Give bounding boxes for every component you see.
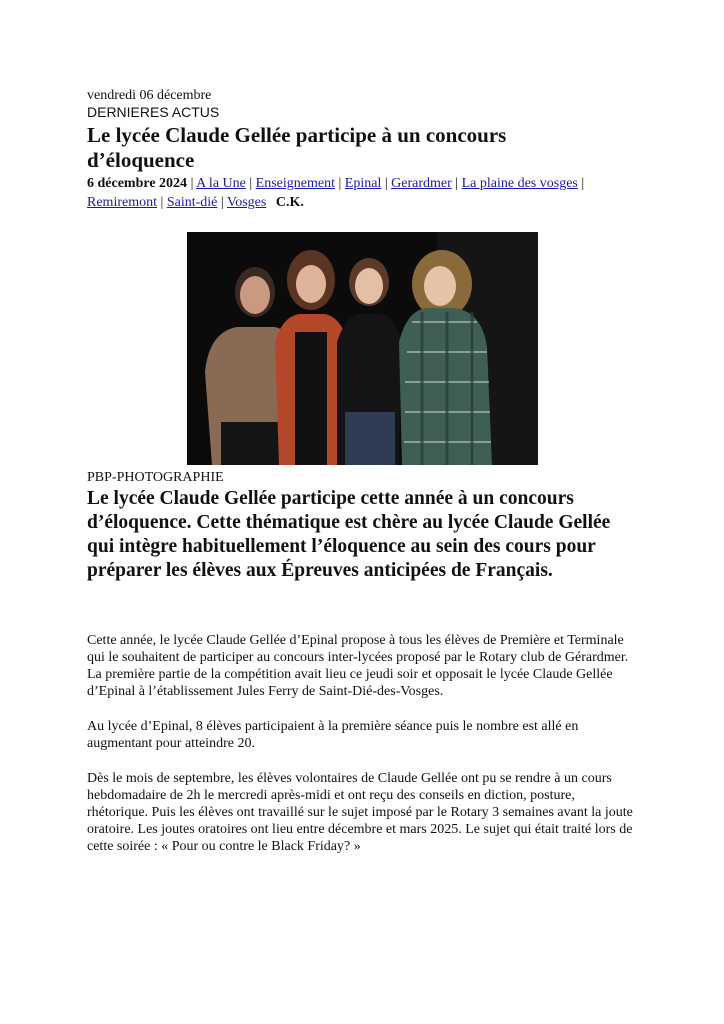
article-photo: [187, 232, 538, 465]
category-link-gerardmer[interactable]: Gerardmer: [391, 176, 452, 191]
publish-date: 6 décembre 2024: [87, 176, 188, 191]
body-paragraph: Cette année, le lycée Claude Gellée d’Epinal propose à tous les élèves de Première et Terminale qui le souhaitent de participer au concours inter-lycées proposé par le Rotary club de Gérardmer. La première partie de la compétition avait lieu ce jeudi soir et opposait le lycée Claude Gellée d’Epinal à l’établissement Jules Ferry de Saint-Dié-des-Vosges.: [87, 633, 629, 699]
article-body: [87, 632, 635, 873]
category-link-epinal[interactable]: Epinal: [344, 176, 382, 191]
body-paragraph: Au lycée d’Epinal, 8 élèves participaient à la première séance puis le nombre est allé en augmentant pour atteindre 20.: [87, 719, 579, 751]
author: C.K.: [275, 195, 304, 210]
group-photo-image: [187, 232, 538, 465]
article: [87, 87, 637, 854]
article-meta: 6 décembre 2024 | A la Une | Enseignement | Epinal | Gerardmer | La plaine des vosges | Remiremont | Saint-dié | Vosges C.K.: [87, 176, 585, 210]
category-link-remiremont[interactable]: Remiremont: [87, 195, 157, 210]
section-label: DERNIERES ACTUS: [87, 104, 220, 120]
category-link-a-la-une[interactable]: A la Une: [196, 176, 246, 191]
article-title: Le lycée Claude Gellée participe à un concours d’éloquence: [87, 123, 507, 172]
category-link-saint-die[interactable]: Saint-dié: [166, 195, 218, 210]
dateline: vendredi 06 décembre: [87, 88, 212, 103]
category-link-la-plaine-des-vosges[interactable]: La plaine des vosges: [461, 176, 578, 191]
article-lede: Le lycée Claude Gellée participe cette année à un concours d’éloquence. Cette thématique est chère au lycée Claude Gellée qui intègre habituellement l’éloquence au sein des cours pour préparer les élèves aux Épreuves anticipées de Français.: [87, 488, 611, 581]
category-link-enseignement[interactable]: Enseignement: [255, 176, 335, 191]
category-link-vosges[interactable]: Vosges: [226, 195, 267, 210]
photo-credit: PBP-PHOTOGRAPHIE: [87, 470, 224, 485]
body-paragraph: Dès le mois de septembre, les élèves volontaires de Claude Gellée ont pu se rendre à un cours hebdomadaire de 2h le mercredi après-midi et ont reçu des conseils en diction, posture, rhétorique. Puis les élèves ont travaillé sur le sujet imposé par le Rotary 3 semaines avant la joute oratoire. Les joutes oratoires ont lieu entre décembre et mars 2025. Le sujet qui était traité lors de cette soirée : « Pour ou contre le Black Friday? »: [87, 771, 633, 854]
